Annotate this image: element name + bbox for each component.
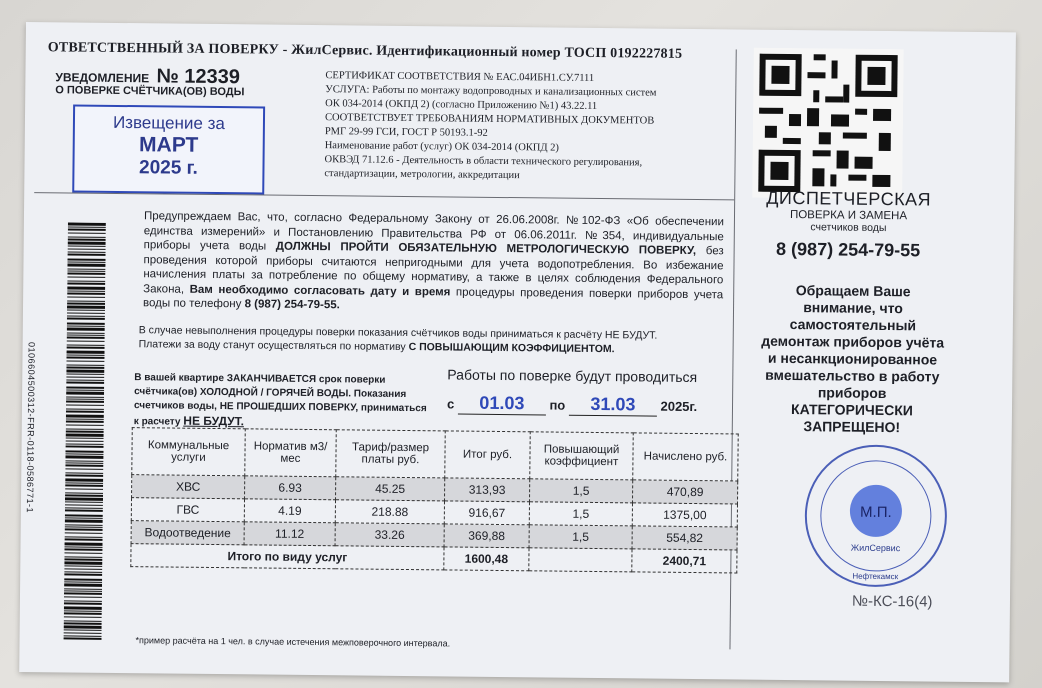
barcode-number: 0106604500312-FRR-0118-0586771-1 (24, 342, 37, 514)
stamp-name: ЖилСервис (850, 542, 901, 554)
table-total-row: Итого по виду услуг 1600,48 2400,71 (131, 544, 737, 573)
certificate-block: СЕРТИФИКАТ СООТВЕТСТВИЯ № ЕАС.04ИБН1.СУ.7111 УСЛУГА: Работы по монтажу водопроводных и канализационных систем ОК 034-2014 (ОКПД 2) (согласно Приложению №1) 43.22.11 СООТВЕТСТВУЕТ ТРЕБОВАНИЯМ НОРМАТИВНЫХ ДОКУМЕНТОВ РМГ 29-99 ГСИ, ГОСТ Р 50193.1-92 Наименование работ (услуг) ОК 034-2014 (ОКПД 2) ОКВЭД 71.12.6 - Деятельность в области технического регулирования, стандартизации, метрологии, аккредитации (324, 70, 657, 182)
form-number: №-КС-16(4) (851, 592, 933, 611)
month-box: Извещение за МАРТ 2025 г. (72, 104, 265, 194)
footnote: *пример расчёта на 1 чел. в случае истечения межповерочного интервала. (135, 635, 451, 649)
notice-number: УВЕДОМЛЕНИЕ № 12339 (55, 65, 241, 89)
divider-horizontal (34, 192, 734, 200)
barcode-icon (64, 222, 106, 642)
responsible-header: ОТВЕТСТВЕННЫЙ ЗА ПОВЕРКУ - ЖилСервис. Идентификационный номер ТОСП 0192227815 (47, 40, 683, 62)
table-row: Водоотведение 11.12 33.26 369,88 1,5 554,82 (131, 521, 737, 550)
works-period: Работы по поверке будут проводиться с 01.03 по 31.03 2025г. (447, 366, 747, 417)
stamp-center: М.П. (860, 503, 892, 522)
qr-code-icon (752, 48, 904, 200)
notice-subtitle: О ПОВЕРКЕ СЧЁТЧИКА(ОВ) ВОДЫ (55, 84, 245, 99)
table-row: ГВС 4.19 218.88 916,67 1,5 1375,00 (131, 498, 737, 527)
date-to: 31.03 (569, 394, 657, 417)
date-from: 01.03 (458, 393, 546, 416)
notice-sheet (19, 22, 1016, 682)
penalty-notice: В случае невыполнения процедуры поверки показания счётчиков воды приниматься к расчёту НЕ БУДУТ. Платежи за воду станут осуществляться по нормативу С ПОВЫШАЮЩИМ КОЭФФИЦИЕНТОМ. (138, 324, 658, 356)
legal-notice: Предупреждаем Вас, что, согласно Федеральному Закону от 26.06.2008г. №102-ФЗ «Об обеспечении единства измерений» и Постановлению Правительства РФ от 06.06.2011г. №354, индивидуальные приборы учета воды ДОЛЖНЫ ПРОЙТИ ОБЯЗАТЕЛЬНУЮ МЕТРОЛОГИЧЕСКУЮ ПОВЕРКУ, без проведения которой приборы считаются непригодными для учета водопотребления. Во избежание начисления платы за потребление по общему нормативу, а также в целях соблюдения Федерального Закона, Вам необходимо согласовать дату и время процедуры проведения поверки приборов учета воды по телефону 8 (987) 254-79-55. (142, 210, 725, 312)
company-stamp-icon (800, 440, 952, 592)
dispatch-block: ДИСПЕТЧЕРСКАЯ ПОВЕРКА И ЗАМЕНА счетчиков воды 8 (987) 254-79-55 (746, 188, 952, 262)
stamp-city: Нефтекамск (852, 571, 899, 582)
dispatch-phone: 8 (987) 254-79-55 (775, 238, 921, 261)
expiry-notice: В вашей квартире ЗАКАНЧИВАЕТСЯ срок поверки счётчика(ов) ХОЛОДНОЙ / ГОРЯЧЕЙ ВОДЫ. Показания счетчиков воды, НЕ ПРОШЕДШИХ ПОВЕРКУ, приниматься к расчету НЕ БУДУТ. (133, 372, 427, 429)
charges-table: Коммунальные услуги Норматив м3/мес Тариф/размер платы руб. Итог руб. Повышающий коэффициент Начислено руб. ХВС 6.93 45.25 313,93 1,5 470,89 ГВС 4.19 218.88 916,67 1,5 1375,00 Водоотведение 11.12 33.26 369,88 1,5 554,82 Итого по виду услуг 1600,48 2400,71 (130, 427, 738, 573)
tamper-warning: Обращаем Ваше внимание, что самостоятельный демонтаж приборов учёта и несанкционированное вмешательство в работу приборов КАТЕГОРИЧЕСКИ ЗАПРЕЩЕНО! (761, 282, 945, 436)
table-row: ХВС 6.93 45.25 313,93 1,5 470,89 (132, 475, 738, 504)
